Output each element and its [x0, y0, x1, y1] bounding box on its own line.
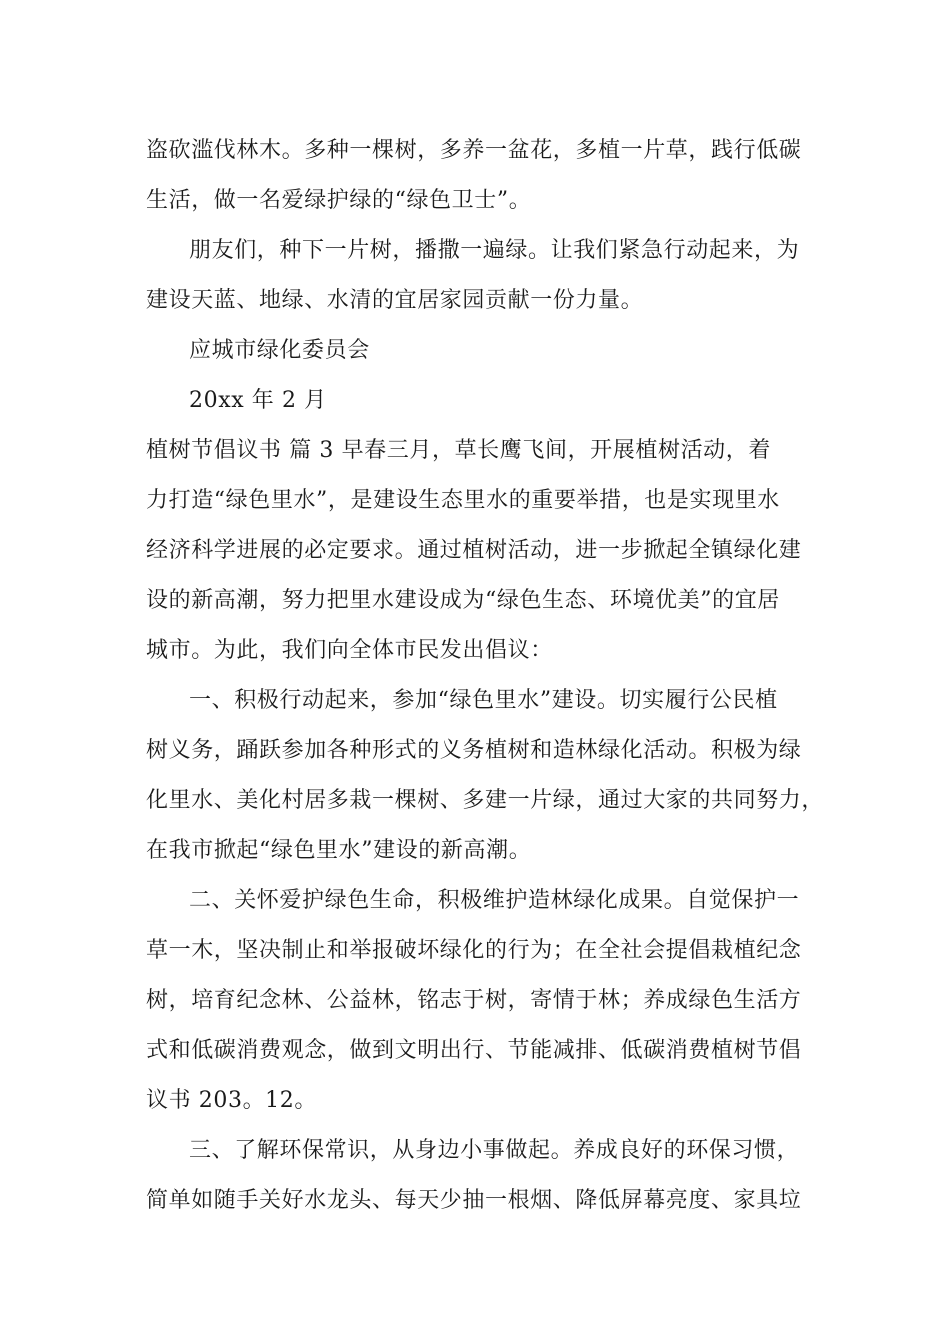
text-line-3: 朋友们，种下一片树，播撒一遍绿。让我们紧急行动起来，为 — [189, 238, 800, 263]
text-line-15: 在我市掀起“绿色里水”建设的新高潮。 — [146, 838, 532, 863]
text-line-22: 简单如随手关好水龙头、每天少抽一根烟、降低屏幕亮度、家具垃 — [146, 1188, 802, 1213]
text-line-18: 树，培育纪念林、公益林，铭志于树，寄情于林；养成绿色生活方 — [146, 988, 802, 1013]
text-line-21: 三、了解环保常识，从身边小事做起。养成良好的环保习惯， — [189, 1138, 800, 1163]
text-line-12: 一、积极行动起来，参加“绿色里水”建设。切实履行公民植 — [189, 688, 778, 713]
signature-organization: 应城市绿化委员会 — [189, 338, 370, 363]
text-line-4: 建设天蓝、地绿、水清的宜居家园贡献一份力量。 — [146, 288, 644, 313]
text-line-14: 化里水、美化村居多栽一棵树、多建一片绿，通过大家的共同努力， — [146, 788, 825, 813]
text-line-16: 二、关怀爱护绿色生命，积极维护造林绿化成果。自觉保护一 — [189, 888, 800, 913]
text-line-20: 议书 203。12。 — [146, 1088, 317, 1113]
signature-date: 20xx 年 2 月 — [189, 388, 327, 413]
text-line-9: 经济科学进展的必定要求。通过植树活动，进一步掀起全镇绿化建 — [146, 538, 802, 563]
text-line-17: 草一木，坚决制止和举报破坏绿化的行为；在全社会提倡栽植纪念 — [146, 938, 802, 963]
text-line-11: 城市。为此，我们向全体市民发出倡议： — [146, 638, 553, 663]
text-line-2: 生活，做一名爱绿护绿的“绿色卫士”。 — [146, 188, 532, 213]
text-line-8: 力打造“绿色里水”，是建设生态里水的重要举措，也是实现里水 — [146, 488, 780, 513]
section-heading-line: 植树节倡议书 篇 3 早春三月，草长鹰飞间，开展植树活动，着 — [146, 438, 771, 463]
text-line-1: 盗砍滥伐林木。多种一棵树，多养一盆花，多植一片草，践行低碳 — [146, 138, 802, 163]
text-line-19: 式和低碳消费观念，做到文明出行、节能减排、低碳消费植树节倡 — [146, 1038, 802, 1063]
text-line-13: 树义务，踊跃参加各种形式的义务植树和造林绿化活动。积极为绿 — [146, 738, 802, 763]
text-line-10: 设的新高潮，努力把里水建设成为“绿色生态、环境优美”的宜居 — [146, 588, 780, 613]
